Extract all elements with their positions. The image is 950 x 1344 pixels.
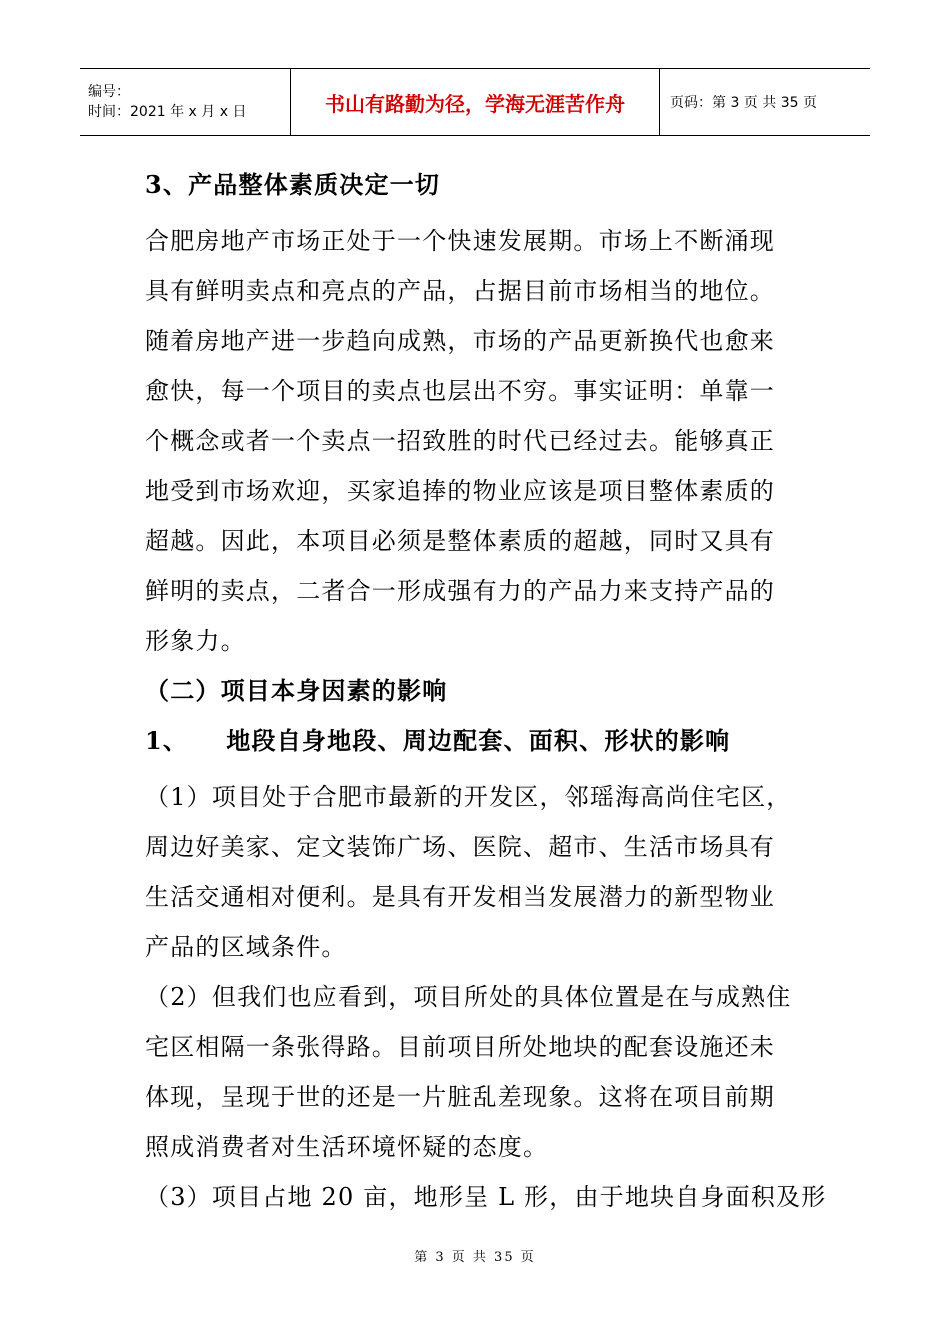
document-body [145, 160, 827, 1222]
paragraph-3 [145, 972, 810, 1172]
paragraph-line: （2）但我们也应看到，项目所处的具体位置是在与成熟住 [145, 983, 792, 1011]
header-page-code: 页码：第 3 页 共 35 页 [660, 69, 871, 136]
paragraph-line: 宅区相隔一条张得路。目前项目所处地块的配套设施还未 [145, 1033, 775, 1061]
paragraph-1 [145, 216, 810, 666]
paragraph-line: 照成消费者对生活环境怀疑的态度。 [145, 1133, 549, 1161]
paragraph-line: 生活交通相对便利。是具有开发相当发展潜力的新型物业 [145, 883, 775, 911]
number-label: 编号： [88, 84, 130, 100]
heading-3: 3、产品整体素质决定一切 [145, 170, 441, 199]
paragraph-line: 形象力。 [145, 627, 246, 655]
paragraph-line: 合肥房地产市场正处于一个快速发展期。市场上不断涌现 [145, 227, 775, 255]
subsection-heading-1: 1、 地段自身地段、周边配套、面积、形状的影响 [145, 726, 731, 755]
header-table [80, 68, 870, 136]
paragraph-line: 愈快，每一个项目的卖点也层出不穷。事实证明：单靠一 [145, 377, 775, 405]
paragraph-line: 具有鲜明卖点和亮点的产品，占据目前市场相当的地位。 [145, 277, 775, 305]
time-label: 时间：2021 年 x 月 x 日 [88, 104, 247, 120]
paragraph-line: 体现，呈现于世的还是一片脏乱差现象。这将在项目前期 [145, 1083, 775, 1111]
paragraph-line: 周边好美家、定文装饰广场、医院、超市、生活市场具有 [145, 833, 775, 861]
paragraph-line: 鲜明的卖点，二者合一形成强有力的产品力来支持产品的 [145, 577, 775, 605]
paragraph-2 [145, 772, 810, 972]
paragraph-line: 随着房地产进一步趋向成熟，市场的产品更新换代也愈来 [145, 327, 775, 355]
paragraph-4 [145, 1172, 827, 1222]
paragraph-line: 超越。因此，本项目必须是整体素质的超越，同时又具有 [145, 527, 775, 555]
header-motto: 书山有路勤为径，学海无涯苦作舟 [291, 69, 660, 136]
paragraph-line: 地受到市场欢迎，买家追捧的物业应该是项目整体素质的 [145, 477, 775, 505]
paragraph-line: 产品的区域条件。 [145, 933, 347, 961]
page-footer: 第 3 页 共 35 页 [414, 1250, 536, 1265]
paragraph-line: （1）项目处于合肥市最新的开发区，邻瑶海高尚住宅区， [145, 783, 792, 811]
paragraph-line: 个概念或者一个卖点一招致胜的时代已经过去。能够真正 [145, 427, 775, 455]
section-heading-2: （二）项目本身因素的影响 [145, 676, 448, 705]
header-left-cell [80, 69, 291, 136]
paragraph-line: （3）项目占地 20 亩，地形呈 L 形，由于地块自身面积及形 [145, 1183, 827, 1211]
